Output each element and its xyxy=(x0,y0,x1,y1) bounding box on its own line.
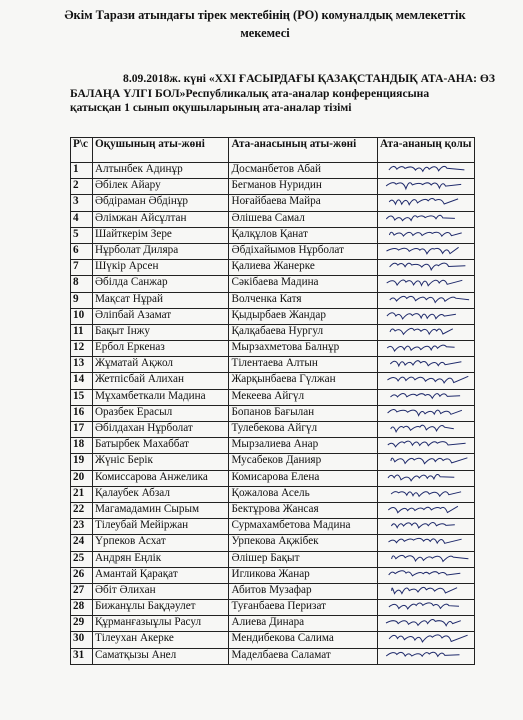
row-number: 24 xyxy=(71,535,93,551)
parent-name: Комисарова Елена xyxy=(229,470,378,486)
student-name: Магамадамин Сырым xyxy=(92,502,229,518)
signature-cell xyxy=(378,583,475,599)
signature-icon xyxy=(378,390,471,404)
signature-cell xyxy=(378,470,475,486)
parent-name: Алиева Динара xyxy=(229,616,378,632)
table-row xyxy=(71,486,475,502)
student-name: Тілеухан Акерке xyxy=(92,632,229,648)
signature-cell xyxy=(378,600,475,616)
parent-name: Досманбетов Абай xyxy=(229,163,378,179)
signature-icon xyxy=(378,649,471,663)
parent-name: Мендибекова Салима xyxy=(229,632,378,648)
signature-icon xyxy=(378,422,471,436)
signature-cell xyxy=(378,227,475,243)
row-number: 22 xyxy=(71,502,93,518)
signature-cell xyxy=(378,551,475,567)
signature-cell xyxy=(378,163,475,179)
signature-cell xyxy=(378,308,475,324)
signature-cell xyxy=(378,276,475,292)
student-name: Тілеубай Мейіржан xyxy=(92,519,229,535)
signature-cell xyxy=(378,422,475,438)
student-name: Әбіт Әлихан xyxy=(92,583,229,599)
signature-cell xyxy=(378,243,475,259)
signature-icon xyxy=(378,438,471,452)
student-name: Әбілдахан Нұрболат xyxy=(92,422,229,438)
signature-icon xyxy=(378,276,471,290)
student-name: Нұрболат Диляра xyxy=(92,243,229,259)
student-name: Жетпісбай Алихан xyxy=(92,373,229,389)
row-number: 19 xyxy=(71,454,93,470)
row-number: 8 xyxy=(71,276,93,292)
student-name: Бақыт Інжу xyxy=(92,324,229,340)
row-number: 20 xyxy=(71,470,93,486)
signature-icon xyxy=(378,584,471,598)
student-name: Әлімжан Айсұлтан xyxy=(92,211,229,227)
table-row xyxy=(71,292,475,308)
table-row xyxy=(71,648,475,664)
signature-icon xyxy=(378,309,471,323)
signature-cell xyxy=(378,373,475,389)
row-number: 23 xyxy=(71,519,93,535)
signature-icon xyxy=(378,552,471,566)
parent-name: Тілентаева Алтын xyxy=(229,357,378,373)
row-number: 14 xyxy=(71,373,93,389)
signature-cell xyxy=(378,567,475,583)
column-header-number: Р\с xyxy=(71,138,93,163)
signature-cell xyxy=(378,389,475,405)
attendance-table xyxy=(70,137,475,665)
row-number: 5 xyxy=(71,227,93,243)
table-row xyxy=(71,341,475,357)
table-row xyxy=(71,438,475,454)
table-row xyxy=(71,535,475,551)
table-row xyxy=(71,357,475,373)
signature-cell xyxy=(378,324,475,340)
parent-name: Урпекова Ақжібек xyxy=(229,535,378,551)
student-name: Мұхамбеткали Мадина xyxy=(92,389,229,405)
student-name: Жүніс Берік xyxy=(92,454,229,470)
signature-icon xyxy=(378,535,471,549)
row-number: 10 xyxy=(71,308,93,324)
signature-icon xyxy=(378,244,471,258)
document-title xyxy=(70,72,495,116)
row-number: 31 xyxy=(71,648,93,664)
table-row xyxy=(71,600,475,616)
signature-icon xyxy=(378,195,471,209)
student-name: Саматқызы Анел xyxy=(92,648,229,664)
row-number: 21 xyxy=(71,486,93,502)
table-row xyxy=(71,616,475,632)
signature-cell xyxy=(378,486,475,502)
row-number: 3 xyxy=(71,195,93,211)
student-name: Құрманғазыұлы Расул xyxy=(92,616,229,632)
student-name: Әліпбай Азамат xyxy=(92,308,229,324)
row-number: 11 xyxy=(71,324,93,340)
table-row xyxy=(71,324,475,340)
signature-cell xyxy=(378,179,475,195)
header-line-1: Әкім Тарази атындағы тірек мектебінің (РО) комуналдық мемлекеттік xyxy=(64,8,466,22)
student-name: Жұматай Ақжол xyxy=(92,357,229,373)
signature-icon xyxy=(378,519,471,533)
student-name: Үрпеков Асхат xyxy=(92,535,229,551)
table-row xyxy=(71,260,475,276)
column-header-signature: Ата-ананың қолы xyxy=(378,138,475,163)
parent-name: Абитов Музафар xyxy=(229,583,378,599)
student-name: Шайткерім Зере xyxy=(92,227,229,243)
student-name: Амантай Қарақат xyxy=(92,567,229,583)
signature-cell xyxy=(378,632,475,648)
parent-name: Сәкібаева Мадина xyxy=(229,276,378,292)
signature-cell xyxy=(378,211,475,227)
row-number: 12 xyxy=(71,341,93,357)
signature-icon xyxy=(378,212,471,226)
signature-cell xyxy=(378,535,475,551)
parent-name: Мырзахметова Балнұр xyxy=(229,341,378,357)
signature-icon xyxy=(378,568,471,582)
signature-cell xyxy=(378,341,475,357)
student-name: Мақсат Нұрай xyxy=(92,292,229,308)
table-row xyxy=(71,211,475,227)
signature-cell xyxy=(378,502,475,518)
column-header-parent: Ата-анасының аты-жөні xyxy=(229,138,378,163)
title-line-3: қатысқан 1 сынып оқушыларының ата-аналар тізімі xyxy=(70,101,352,115)
student-name: Оразбек Ерасыл xyxy=(92,405,229,421)
row-number: 29 xyxy=(71,616,93,632)
parent-name: Әлішер Бақыт xyxy=(229,551,378,567)
table-row xyxy=(71,551,475,567)
student-name: Бижанұлы Бақдәулет xyxy=(92,600,229,616)
row-number: 7 xyxy=(71,260,93,276)
title-line-1: 8.09.2018ж. күні «XXI ҒАСЫРДАҒЫ ҚАЗАҚСТАНДЫҚ АТА-АНА: ӨЗ xyxy=(123,72,495,85)
parent-name: Қыдырбаев Жандар xyxy=(229,308,378,324)
parent-name: Қалқабаева Нургул xyxy=(229,324,378,340)
table-row xyxy=(71,179,475,195)
signature-cell xyxy=(378,616,475,632)
parent-name: Мусабеков Данияр xyxy=(229,454,378,470)
signature-icon xyxy=(378,600,471,614)
row-number: 9 xyxy=(71,292,93,308)
table-row xyxy=(71,195,475,211)
parent-name: Волченка Катя xyxy=(229,292,378,308)
parent-name: Қалиева Жанерке xyxy=(229,260,378,276)
row-number: 26 xyxy=(71,567,93,583)
parent-name: Туғанбаева Перизат xyxy=(229,600,378,616)
parent-name: Қалқұлов Қанат xyxy=(229,227,378,243)
row-number: 6 xyxy=(71,243,93,259)
signature-icon xyxy=(378,341,471,355)
student-name: Әбілек Айару xyxy=(92,179,229,195)
signature-icon xyxy=(378,632,471,646)
signature-cell xyxy=(378,260,475,276)
row-number: 2 xyxy=(71,179,93,195)
signature-icon xyxy=(378,406,471,420)
student-name: Батырбек Махаббат xyxy=(92,438,229,454)
row-number: 28 xyxy=(71,600,93,616)
student-name: Комиссарова Анжелика xyxy=(92,470,229,486)
parent-name: Әбдіхайымов Нұрболат xyxy=(229,243,378,259)
row-number: 25 xyxy=(71,551,93,567)
parent-name: Бектұрова Жансая xyxy=(229,502,378,518)
signature-cell xyxy=(378,357,475,373)
table-row xyxy=(71,583,475,599)
parent-name: Бопанов Бағылан xyxy=(229,405,378,421)
row-number: 18 xyxy=(71,438,93,454)
row-number: 15 xyxy=(71,389,93,405)
student-name: Қалаубек Абзал xyxy=(92,486,229,502)
row-number: 27 xyxy=(71,583,93,599)
table-row xyxy=(71,470,475,486)
table-body xyxy=(71,163,475,665)
table-row xyxy=(71,163,475,179)
signature-icon xyxy=(378,325,471,339)
header-line-2: мекемесі xyxy=(240,26,290,40)
signature-cell xyxy=(378,405,475,421)
parent-name: Жарқынбаева Гүлжан xyxy=(229,373,378,389)
table-row xyxy=(71,276,475,292)
signature-icon xyxy=(378,503,471,517)
row-number: 17 xyxy=(71,422,93,438)
parent-name: Мырзалиева Анар xyxy=(229,438,378,454)
table-row xyxy=(71,454,475,470)
document-header xyxy=(30,6,500,42)
signature-icon xyxy=(378,616,471,630)
table-row xyxy=(71,308,475,324)
parent-name: Қожалова Асель xyxy=(229,486,378,502)
parent-name: Игликова Жанар xyxy=(229,567,378,583)
table-row xyxy=(71,632,475,648)
parent-name: Бегманов Нуридин xyxy=(229,179,378,195)
student-name: Әбілда Санжар xyxy=(92,276,229,292)
table-row xyxy=(71,227,475,243)
student-name: Әбдіраман Әбдінұр xyxy=(92,195,229,211)
column-header-student: Оқушының аты-жөні xyxy=(92,138,229,163)
row-number: 16 xyxy=(71,405,93,421)
table-row xyxy=(71,373,475,389)
signature-icon xyxy=(378,228,471,242)
signature-icon xyxy=(378,471,471,485)
signature-cell xyxy=(378,292,475,308)
signature-cell xyxy=(378,519,475,535)
signature-icon xyxy=(378,179,471,193)
student-name: Андрян Еңлік xyxy=(92,551,229,567)
row-number: 4 xyxy=(71,211,93,227)
parent-name: Әлішева Самал xyxy=(229,211,378,227)
signature-icon xyxy=(378,293,471,307)
parent-name: Сурмахамбетова Мадина xyxy=(229,519,378,535)
student-name: Ербол Еркеназ xyxy=(92,341,229,357)
signature-icon xyxy=(378,487,471,501)
title-line-2: БАЛАҢА ҮЛГІ БОЛ»Республикалық ата-аналар конференциясына xyxy=(70,86,430,100)
signature-cell xyxy=(378,648,475,664)
row-number: 13 xyxy=(71,357,93,373)
table-row xyxy=(71,422,475,438)
student-name: Шүкір Арсен xyxy=(92,260,229,276)
parent-name: Ноғайбаева Майра xyxy=(229,195,378,211)
signature-cell xyxy=(378,438,475,454)
row-number: 1 xyxy=(71,163,93,179)
table-row xyxy=(71,389,475,405)
parent-name: Маделбаева Саламат xyxy=(229,648,378,664)
signature-cell xyxy=(378,195,475,211)
signature-icon xyxy=(378,373,471,387)
signature-icon xyxy=(378,260,471,274)
signature-cell xyxy=(378,454,475,470)
table-row xyxy=(71,405,475,421)
table-row xyxy=(71,502,475,518)
signature-icon xyxy=(378,163,471,177)
parent-name: Тулебекова Айгүл xyxy=(229,422,378,438)
parent-name: Мекеева Айгүл xyxy=(229,389,378,405)
row-number: 30 xyxy=(71,632,93,648)
table-row xyxy=(71,519,475,535)
signature-icon xyxy=(378,454,471,468)
student-name: Алтынбек Адинұр xyxy=(92,163,229,179)
table-header-row xyxy=(71,138,475,163)
signature-icon xyxy=(378,357,471,371)
table-row xyxy=(71,567,475,583)
table-row xyxy=(71,243,475,259)
